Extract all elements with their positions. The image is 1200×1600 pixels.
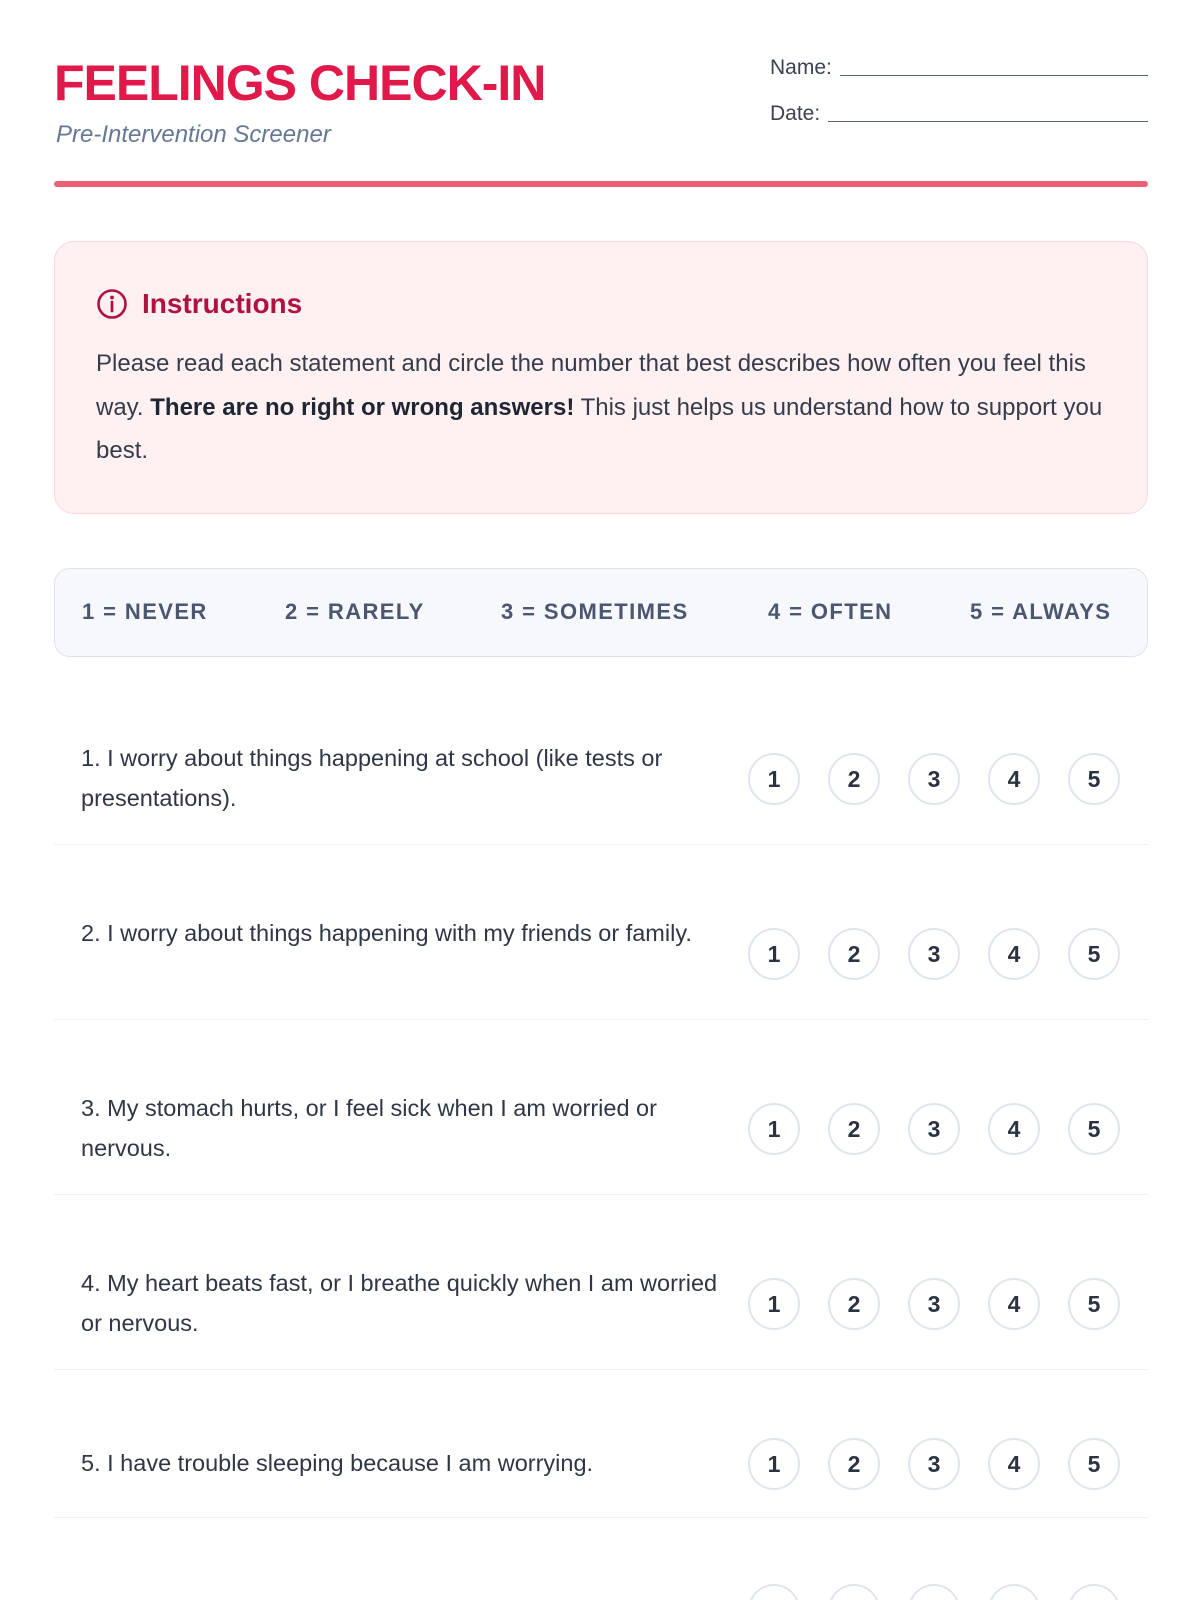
question-row [54, 845, 1148, 1020]
rating-option-2[interactable]: 2 [828, 1278, 880, 1330]
instructions-text-intro: Please read each statement and circle the number that best describes how often you feel this way. [96, 350, 1086, 421]
rating-option-5[interactable]: 5 [1068, 1278, 1120, 1330]
instructions-box [54, 241, 1148, 514]
page-subtitle: Pre-Intervention Screener [56, 121, 331, 148]
rating-option-4[interactable]: 4 [988, 753, 1040, 805]
instructions-title: Instructions [142, 288, 303, 319]
rating-option-1[interactable]: 1 [748, 753, 800, 805]
header-divider [54, 181, 1148, 187]
question-row [54, 657, 1148, 845]
rating-option-2[interactable]: 2 [828, 1438, 880, 1490]
date-line[interactable] [828, 102, 1148, 122]
scale-item-often: 4 = OFTEN [768, 599, 893, 624]
next-question-option-partial[interactable] [828, 1584, 880, 1600]
rating-option-3[interactable]: 3 [908, 1103, 960, 1155]
question-text: 5. I have trouble sleeping because I am worrying. [81, 1450, 594, 1476]
rating-option-2[interactable]: 2 [828, 1103, 880, 1155]
rating-option-2[interactable]: 2 [828, 928, 880, 980]
info-icon [96, 288, 128, 320]
rating-option-2[interactable]: 2 [828, 753, 880, 805]
instructions-text-emphasis: There are no right or wrong answers! [150, 393, 575, 421]
rating-option-1[interactable]: 1 [748, 1278, 800, 1330]
scale-item-rarely: 2 = RARELY [285, 599, 425, 624]
page-title: FEELINGS CHECK-IN [54, 55, 546, 111]
rating-option-5[interactable]: 5 [1068, 1103, 1120, 1155]
name-field[interactable] [770, 56, 1148, 80]
rating-option-5[interactable]: 5 [1068, 928, 1120, 980]
rating-option-5[interactable]: 5 [1068, 1438, 1120, 1490]
rating-option-4[interactable]: 4 [988, 1103, 1040, 1155]
question-row [54, 1020, 1148, 1195]
scale-item-never: 1 = NEVER [82, 599, 208, 624]
instructions-text-outro: This just helps us understand how to support you best. [96, 393, 1103, 464]
rating-option-1[interactable]: 1 [748, 928, 800, 980]
date-field[interactable] [770, 102, 1148, 126]
rating-option-3[interactable]: 3 [908, 753, 960, 805]
question-text: 1. I worry about things happening at school (like tests or presentations). [81, 745, 663, 811]
rating-option-1[interactable]: 1 [748, 1438, 800, 1490]
instructions-text [96, 342, 1116, 473]
rating-scale-legend [54, 568, 1148, 657]
scale-item-always: 5 = ALWAYS [970, 599, 1112, 624]
date-label: Date: [770, 102, 821, 125]
next-question-option-partial[interactable] [1068, 1584, 1120, 1600]
rating-option-4[interactable]: 4 [988, 1278, 1040, 1330]
question-text: 2. I worry about things happening with my friends or family. [81, 920, 692, 946]
rating-option-3[interactable]: 3 [908, 928, 960, 980]
question-row [54, 1370, 1148, 1518]
name-line[interactable] [840, 56, 1148, 76]
rating-option-5[interactable]: 5 [1068, 753, 1120, 805]
next-question-option-partial[interactable] [908, 1584, 960, 1600]
worksheet-header [54, 40, 1148, 186]
question-row [54, 1195, 1148, 1370]
name-label: Name: [770, 56, 832, 79]
next-question-option-partial[interactable] [988, 1584, 1040, 1600]
rating-option-1[interactable]: 1 [748, 1103, 800, 1155]
question-text: 3. My stomach hurts, or I feel sick when I am worried or nervous. [81, 1095, 657, 1161]
question-text: 4. My heart beats fast, or I breathe quickly when I am worried or nervous. [81, 1270, 718, 1336]
rating-option-4[interactable]: 4 [988, 1438, 1040, 1490]
next-question-option-partial[interactable] [748, 1584, 800, 1600]
rating-option-4[interactable]: 4 [988, 928, 1040, 980]
rating-option-3[interactable]: 3 [908, 1278, 960, 1330]
rating-option-3[interactable]: 3 [908, 1438, 960, 1490]
scale-item-sometimes: 3 = SOMETIMES [501, 599, 689, 624]
instructions-heading [96, 288, 302, 320]
